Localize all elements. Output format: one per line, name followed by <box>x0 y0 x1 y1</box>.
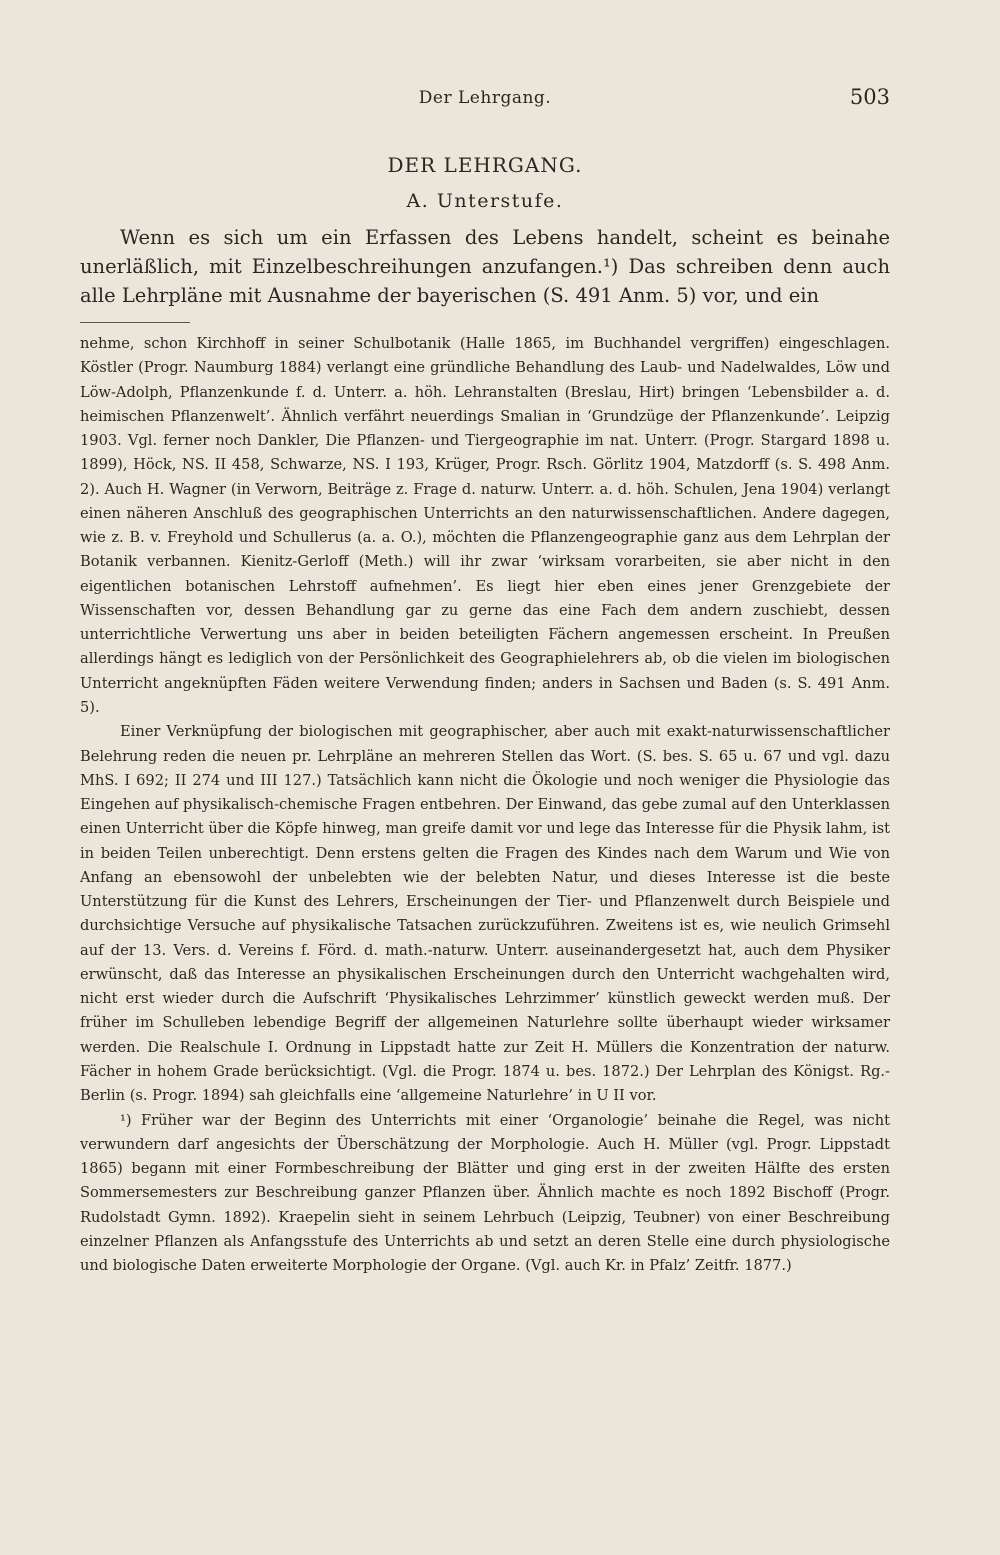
running-header <box>80 85 890 118</box>
running-title: Der Lehrgang. <box>418 88 552 108</box>
body-paragraph: Wenn es sich um ein Erfassen des Lebens handelt, scheint es beinahe unerläßlich, mit Einzelbeschreihungen anzufangen.¹) Das schreiben denn auch alle Lehrpläne mit Ausnahme der bayerischen (S. 491 Anm. 5) vor, und ein <box>80 226 890 307</box>
page-number: 503 <box>849 85 890 109</box>
note-paragraph: Einer Verknüpfung der biologischen mit geographischer, aber auch mit exakt-naturwissenschaftlicher Belehrung reden die neuen pr. Lehrpläne an mehreren Stellen das Wort. (S. bes. S. 65 u. 67 und vgl. dazu MhS. I 692; II 274 und III 127.) Tatsächlich kann nicht die Ökologie und noch weniger die Physiologie das Eingehen auf physikalisch-chemische Fragen entbehren. Der Einwand, das gebe zumal auf den Unterklassen einen Unterricht über die Köpfe hinweg, man greife damit vor und lege das Interesse für die Physik lahm, ist in beiden Teilen unberechtigt. Denn erstens gelten die Fragen des Kindes nach dem Warum und Wie von Anfang an ebensowohl der unbelebten wie der belebten Natur, und dieses Interesse ist die beste Unterstützung für die Kunst des Lehrers, Erscheinungen der Tier- und Pflanzenwelt durch Beispiele und durchsichtige Versuche auf physikalische Tatsachen zurückzuführen. Zweitens ist es, wie neulich Grimsehl auf der 13. Vers. d. Vereins f. Förd. d. math.-naturw. Unterr. auseinandergesetzt hat, auch dem Physiker erwünscht, daß das Interesse an physikalischen Erscheinungen durch den Unterricht wachgehalten wird, nicht erst wieder durch die Aufschrift ‘Physikalisches Lehrzimmer’ künstlich geweckt werden muß. Der früher im Schulleben lebendige Begriff der allgemeinen Naturlehre sollte überhaupt wieder wirksamer werden. Die Realschule I. Ordnung in Lippstadt hatte zur Zeit H. Müllers die Konzentration der naturw. Fächer in hohem Grade berücksichtigt. (Vgl. die Progr. 1874 u. bes. 1872.) Der Lehrplan des Königst. Rg.-Berlin (s. Progr. 1894) sah gleichfalls eine ‘allgemeine Naturlehre’ in U II vor. <box>80 723 890 1105</box>
section-heading: DER LEHRGANG. <box>387 153 583 177</box>
note-continuation: nehme, schon Kirchhoff in seiner Schulbotanik (Halle 1865, im Buchhandel vergriffen) eingeschlagen. Köstler (Progr. Naumburg 1884) verlangt eine gründliche Behandlung des Laub- und Nadelwaldes, Löw und Löw-Adolph, Pflanzenkunde f. d. Unterr. a. höh. Lehranstalten (Breslau, Hirt) bringen ‘Lebensbilder a. d. heimischen Pflanzenwelt’. Ähnlich verfährt neuerdings Smalian in ‘Grundzüge der Pflanzenkunde’. Leipzig 1903. Vgl. ferner noch Dankler, Die Pflanzen- und Tiergeographie im nat. Unterr. (Progr. Stargard 1898 u. 1899), Höck, NS. II 458, Schwarze, NS. I 193, Krüger, Progr. Rsch. Görlitz 1904, Matzdorff (s. S. 498 Anm. 2). Auch H. Wagner (in Verworn, Beiträge z. Frage d. naturw. Unterr. a. d. höh. Schulen, Jena 1904) verlangt einen näheren Anschluß des geographischen Unterrichts an den naturwissenschaftlichen. Andere dagegen, wie z. B. v. Freyhold und Schullerus (a. a. O.), möchten die Pflanzengeographie ganz aus dem Lehrplan der Botanik verbannen. Kienitz-Gerloff (Meth.) will ihr zwar ‘wirksam vorarbeiten, sie aber nicht in den eigentlichen botanischen Lehrstoff aufnehmen’. Es liegt hier eben eines jener Grenzgebiete der Wissenschaften vor, dessen Behandlung gar zu gerne das eine Fach dem andern zuschiebt, dessen unterrichtliche Verwertung uns aber in beiden beteiligten Fächern angemessen erscheint. In Preußen allerdings hängt es lediglich von der Persönlichkeit des Geographielehrers ab, ob die vielen im biologischen Unterricht angeknüpften Fäden weitere Verwendung finden; anders in Sachsen und Baden (s. S. 491 Anm. 5). <box>80 335 890 716</box>
footnote-1: ¹) Früher war der Beginn des Unterrichts mit einer ‘Organologie’ beinahe die Regel, was nicht verwundern darf angesichts der Überschätzung der Morphologie. Auch H. Müller (vgl. Progr. Lippstadt 1865) begann mit einer Formbeschreibung der Blätter und ging erst in der zweiten Hälfte des ersten Sommersemesters zur Beschreibung ganzer Pflanzen über. Ähnlich machte es noch 1892 Bischoff (Progr. Rudolstadt Gymn. 1892). Kraepelin sieht in seinem Lehrbuch (Leipzig, Teubner) von einer Beschreibung einzelner Pflanzen als Anfangsstufe des Unterrichts ab und setzt an deren Stelle eine durch physiologische und biologische Daten erweiterte Morphologie der Organe. (Vgl. auch Kr. in Pfalz’ Zeitfr. 1877.) <box>80 1111 890 1275</box>
main-text <box>80 223 890 310</box>
footnotes <box>80 319 890 1278</box>
subsection-heading: A. Unterstufe. <box>406 190 564 212</box>
